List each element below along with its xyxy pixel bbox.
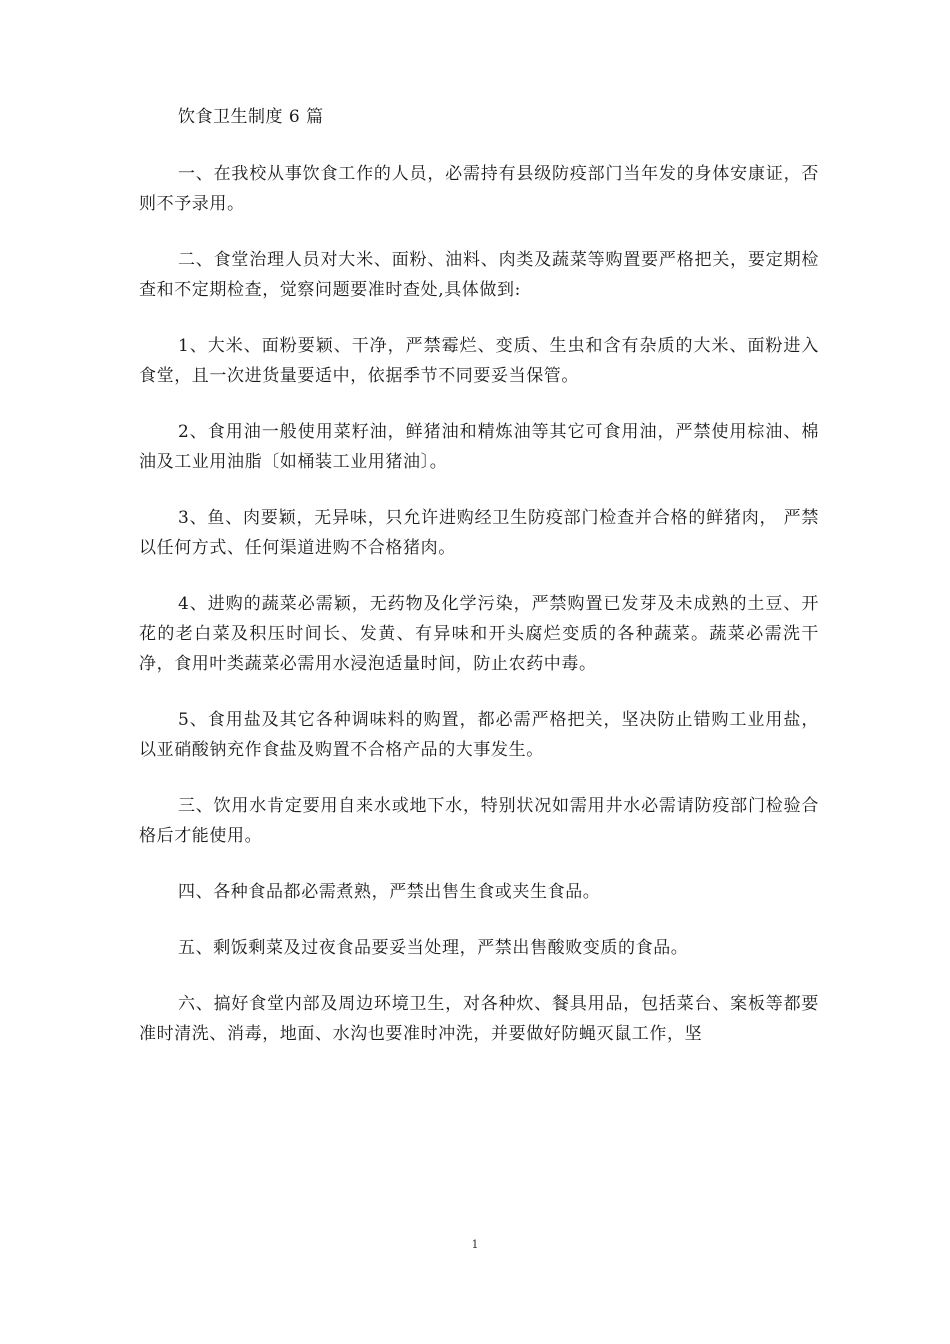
paragraph-11: 六、搞好食堂内部及周边环境卫生，对各种炊、餐具用品，包括菜台、案板等都要准时清洗、消毒，地面、水沟也要准时冲洗，并要做好防蝇灭鼠工作，坚	[139, 994, 819, 1044]
document-title: 饮食卫生制度 6 篇	[178, 107, 324, 127]
paragraph-2: 二、食堂治理人员对大米、面粉、油料、肉类及蔬菜等购置要严格把关，要定期检查和不定期检查，觉察问题要准时查处,具体做到:	[139, 250, 819, 300]
paragraph-4: 2、食用油一般使用菜籽油，鲜猪油和精炼油等其它可食用油，严禁使用棕油、棉油及工业用油脂〔如桶装工业用猪油〕。	[139, 422, 819, 472]
paragraph-10: 五、剩饭剩菜及过夜食品要妥当处理，严禁出售酸败变质的食品。	[178, 938, 689, 958]
paragraph-3: 1、大米、面粉要颖、干净，严禁霉烂、变质、生虫和含有杂质的大米、面粉进入食堂，且一次进货量要适中，依据季节不同要妥当保管。	[139, 336, 819, 386]
paragraph-6: 4、进购的蔬菜必需颖，无药物及化学污染，严禁购置已发芽及未成熟的土豆、开花的老白菜及积压时间长、发黄、有异味和开头腐烂变质的各种蔬菜。蔬菜必需洗干净，食用叶类蔬菜必需用水浸泡适量时间，防止农药中毒。	[139, 594, 819, 674]
paragraph-5: 3、鱼、肉要颖，无异味，只允许进购经卫生防疫部门检查并合格的鲜猪肉， 严禁以任何方式、任何渠道进购不合格猪肉。	[139, 508, 819, 558]
paragraph-7: 5、食用盐及其它各种调味料的购置，都必需严格把关，坚决防止错购工业用盐，以亚硝酸钠充作食盐及购置不合格产品的大事发生。	[139, 710, 819, 760]
paragraph-9: 四、各种食品都必需煮熟，严禁出售生食或夹生食品。	[178, 882, 601, 902]
paragraph-8: 三、饮用水肯定要用自来水或地下水，特别状况如需用井水必需请防疫部门检验合格后才能使用。	[139, 796, 819, 846]
document-body	[139, 159, 819, 1075]
paragraph-1: 一、在我校从事饮食工作的人员，必需持有县级防疫部门当年发的身体安康证，否则不予录用。	[139, 164, 819, 214]
page-number: 1	[471, 1238, 479, 1251]
